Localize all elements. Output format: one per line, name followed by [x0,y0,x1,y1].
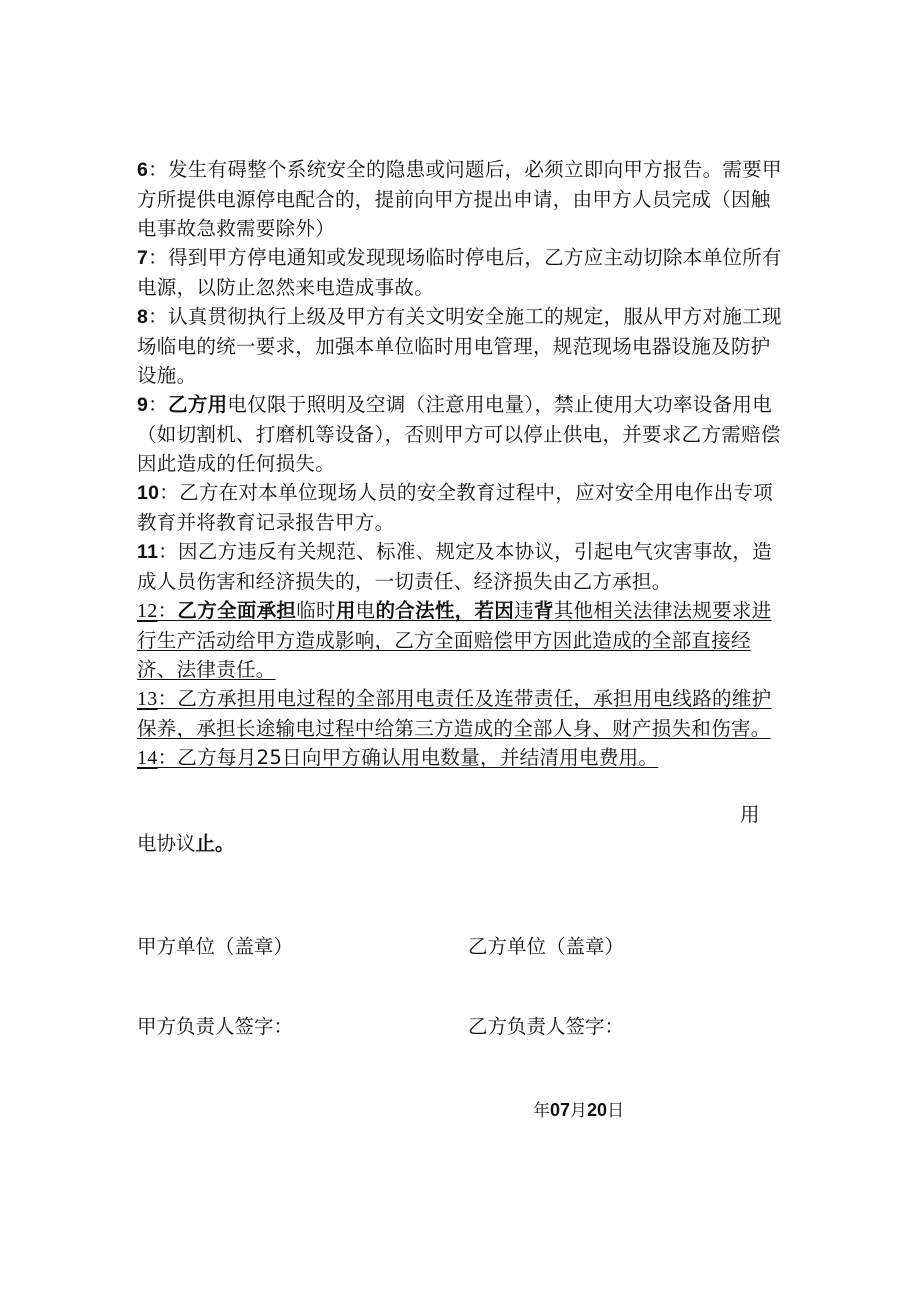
party-a-unit-label: 甲方单位（盖章） [137,935,294,958]
clause-separator: ： [157,687,178,710]
clause-7 [137,243,787,302]
clause-separator: ： [159,481,180,504]
clause-number: 7 [137,247,149,269]
clause-text: 得到甲方停电通知或发现现场临时停电后，乙方应主动切除本单位所有电源，以防止忽然来电造成事故。 [137,246,782,299]
clause-number: 9 [137,394,149,416]
clause-text-segment: 电 [355,599,376,622]
clause-separator: ： [157,746,178,769]
clause-separator: ： [148,246,168,269]
clause-text-segment: 临时 [296,599,336,622]
clause-number: 8 [137,306,149,328]
clause-9 [137,390,787,478]
clause-number: 12 [137,600,158,622]
signing-date [533,1096,624,1126]
clause-separator: ： [148,158,168,181]
date-month-char: 月 [570,1101,588,1121]
date-day: 20 [587,1100,608,1120]
date-month: 07 [550,1100,571,1120]
clause-text: 乙方在对本单位现场人员的安全教育过程中，应对安全用电作出专项教育并将教育记录报告甲方。 [137,481,774,534]
clause-text-segment: 违 [514,599,534,622]
clause-separator: ： [148,393,168,416]
closing-line [137,829,235,858]
closing-text: 电协议 [137,832,196,855]
clause-list [137,155,787,773]
clause-text-segment: 乙方全面承担 [177,599,297,622]
clause-text: 因乙方违反有关规范、标准、规定及本协议，引起电气灾害事故，造成人员伤害和经济损失的，一切责任、经济损失由乙方承担。 [137,540,773,593]
clause-number: 10 [137,482,160,504]
clause-12 [137,596,787,684]
clause-text: 电仅限于照明及空调（注意用电量），禁止使用大功率设备用电（如切割机、打磨机等设备），否则甲方可以停止供电，并要求乙方需赔偿因此造成的任何损失。 [137,393,781,475]
clause-text-segment: 用 [335,599,356,622]
clause-8 [137,302,787,390]
clause-14 [137,743,787,773]
clause-number: 13 [137,688,158,710]
clause-number: 14 [137,747,158,769]
clause-text: 发生有碍整个系统安全的隐患或问题后，必须立即向甲方报告。需要甲方所提供电源停电配合的，提前向甲方提出申请，由甲方人员完成（因触电事故急救需要除外） [137,158,782,240]
clause-text: 认真贯彻执行上级及甲方有关文明安全施工的规定，服从甲方对施工现场临电的统一要求，加强本单位临时用电管理，规范现场电器设施及防护设施。 [137,305,782,387]
clause-text-segment: 其他相关法律法规要求进行生产活动给甲方造成影响，乙方全面赔偿甲方因此造成的全部直接经济、法律责任。 [137,599,772,681]
clause-text: 乙方每月25日向甲方确认用电数量，并结清用电费用。 [177,746,659,769]
closing-text-bold: 止。 [195,832,235,855]
clause-6 [137,155,787,243]
clause-number: 6 [137,159,149,181]
clause-text-segment: 背 [533,599,554,622]
clause-text-segment: 的合法性，若因 [375,599,515,622]
clause-11 [137,537,787,596]
clause-10 [137,478,787,537]
clause-separator: ： [148,305,168,328]
clause-number: 11 [137,541,159,563]
clause-separator: ： [158,540,179,563]
clause-13 [137,684,787,743]
clause-bold-text: 乙方用 [167,393,228,416]
date-day-char: 日 [607,1101,625,1121]
party-a-signature-label: 甲方负责人签字： [137,1015,294,1038]
date-year-char: 年 [533,1101,550,1121]
party-b-unit-label: 乙方单位（盖章） [468,935,625,958]
clause-text: 乙方承担用电过程的全部用电责任及连带责任，承担用电线路的维护保养，承担长途输电过程中给第三方造成的全部人身、财产损失和伤害。 [137,687,772,740]
clause-separator: ： [157,599,178,622]
closing-fragment: 用 [740,803,760,826]
party-b-signature-label: 乙方负责人签字： [468,1015,625,1038]
